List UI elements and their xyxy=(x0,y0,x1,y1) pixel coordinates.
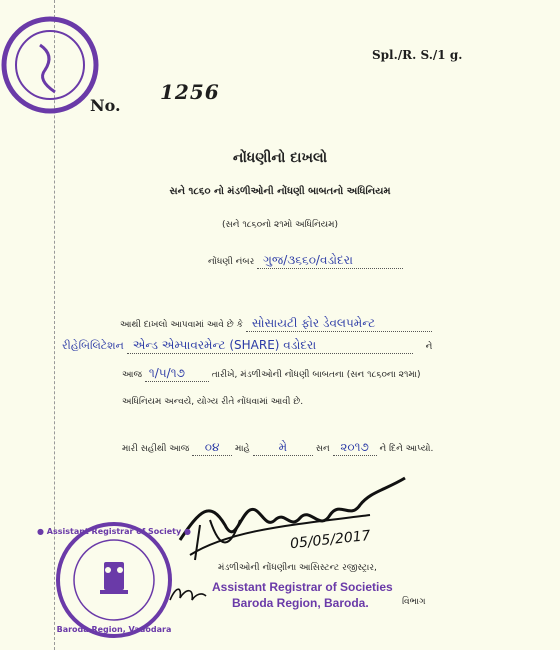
act-subline: (સને ૧૮૬૦નો ૨૧મો અધિનિયમ) xyxy=(221,220,339,230)
handwritten-date: 05/05/2017 xyxy=(289,527,372,553)
date-suffix: તારીખે, મંડળીઓની નોંધણી બાબતના (સન ૧૮૬૦ના ૨૧મા) xyxy=(211,370,421,380)
sign-year: ૨૦૧૭ xyxy=(333,440,377,456)
act-line: સને ૧૮૬૦ નો મંડળીઓની નોંધણી બાબતનો અધિનિયમ xyxy=(169,186,391,197)
svg-text:● Assistant Registrar of Socie: ● Assistant Registrar of Society ● xyxy=(37,527,191,536)
sign-month: મે xyxy=(253,440,313,456)
certificate-line-4: અધિનિયમ અન્વયે, યોગ્ય રીતે નોંધવામાં આવી છે. xyxy=(122,397,304,407)
given-suffix: ને દિને આપ્યો. xyxy=(379,444,434,454)
handwritten-signature xyxy=(170,470,420,570)
form-code: Spl./R. S./1 g. xyxy=(372,48,463,62)
para-intro: આથી દાખલો આપવામાં આવે છે કે xyxy=(120,320,243,330)
society-name-prefix: રીહેબિલિટેશન xyxy=(62,339,124,352)
society-name-line2: એન્ડ એમ્પાવરમેન્ટ (SHARE) વડોદરા xyxy=(127,338,413,354)
society-name-line1: સોસાયટી ફોર ડેવલપમેન્ટ xyxy=(246,316,432,332)
reg-no-value: ગુજ/૩૬૬૦/વડોદરા xyxy=(257,253,403,269)
registration-number-row xyxy=(208,253,403,269)
reg-no-label: નોંધણી નંબર xyxy=(208,257,255,267)
certificate-line-3 xyxy=(122,366,420,382)
sign-prefix: મારી સહીથી આજ xyxy=(122,444,190,454)
signed-date-line xyxy=(122,440,433,456)
line2-suffix: ને xyxy=(425,342,433,352)
year-label: સન xyxy=(315,444,330,454)
initials-mark xyxy=(168,582,208,606)
designation-gujarati: મંડળીઓની નોંધણીના આસિસ્ટન્ટ રજીસ્ટ્રાર, xyxy=(218,563,377,573)
month-label: માહે xyxy=(234,444,250,454)
sign-day: ૦૪ xyxy=(192,440,232,456)
bottom-seal-stamp xyxy=(37,520,191,640)
top-seal-stamp xyxy=(20,10,100,130)
certificate-title: નોંધણીનો દાખલો xyxy=(232,150,328,166)
division-word: વિભાગ xyxy=(402,597,426,607)
date-value: ૧/૫/૧૭ xyxy=(145,366,209,382)
designation-stamp-line1: Assistant Registrar of Societies xyxy=(212,580,393,594)
certificate-line-1 xyxy=(120,316,432,332)
today-label: આજ xyxy=(122,370,142,380)
no-label: No. xyxy=(90,96,121,115)
svg-text:Baroda Region, Vadodara: Baroda Region, Vadodara xyxy=(56,625,172,634)
designation-stamp-line2: Baroda Region, Baroda. xyxy=(232,596,369,610)
serial-number: 1256 xyxy=(160,80,220,104)
certificate-line-2 xyxy=(62,338,432,354)
